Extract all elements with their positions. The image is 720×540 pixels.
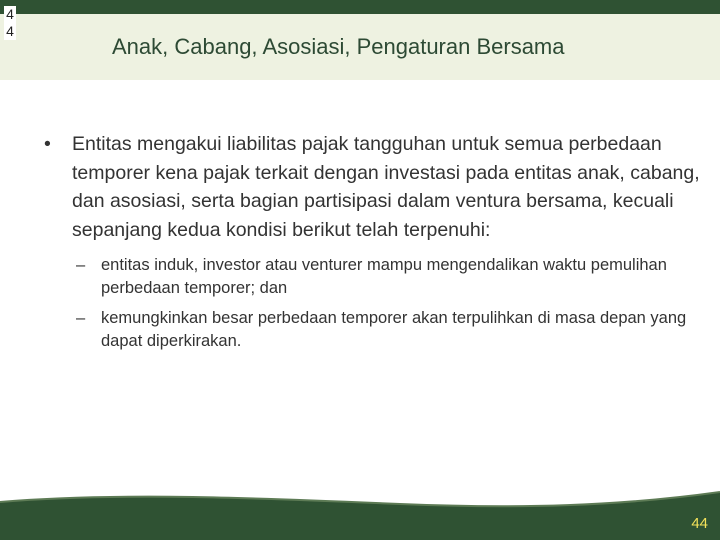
dash-marker: – [76, 309, 86, 327]
main-bullet [40, 130, 700, 244]
top-bar [0, 0, 720, 14]
sub-bullet [40, 307, 700, 353]
bullet-marker: • [44, 133, 51, 155]
footer-wave [0, 486, 720, 540]
sub-bullet-text: entitas induk, investor atau venturer mampu mengendalikan waktu pemulihan perbedaan temporer; dan [101, 256, 667, 297]
main-bullet-text: Entitas mengakui liabilitas pajak tangguhan untuk semua perbedaan temporer kena pajak terkait dengan investasi pada entitas anak, cabang, dan asosiasi, serta bagian partisipasi dalam ventura bersama, kecuali sepanjang kedua kondisi berikut telah terpenuhi: [72, 133, 700, 241]
page-number: 44 [691, 515, 708, 532]
sub-bullet-text: kemungkinkan besar perbedaan temporer akan terpulihkan di masa depan yang dapat diperkirakan. [101, 309, 687, 350]
corner-number: 4 4 [4, 6, 16, 40]
sub-bullet [40, 254, 700, 300]
slide-content [40, 130, 700, 353]
slide-title: Anak, Cabang, Asosiasi, Pengaturan Bersama [112, 34, 565, 59]
dash-marker: – [76, 256, 86, 274]
footer-wave-shape [0, 492, 720, 540]
